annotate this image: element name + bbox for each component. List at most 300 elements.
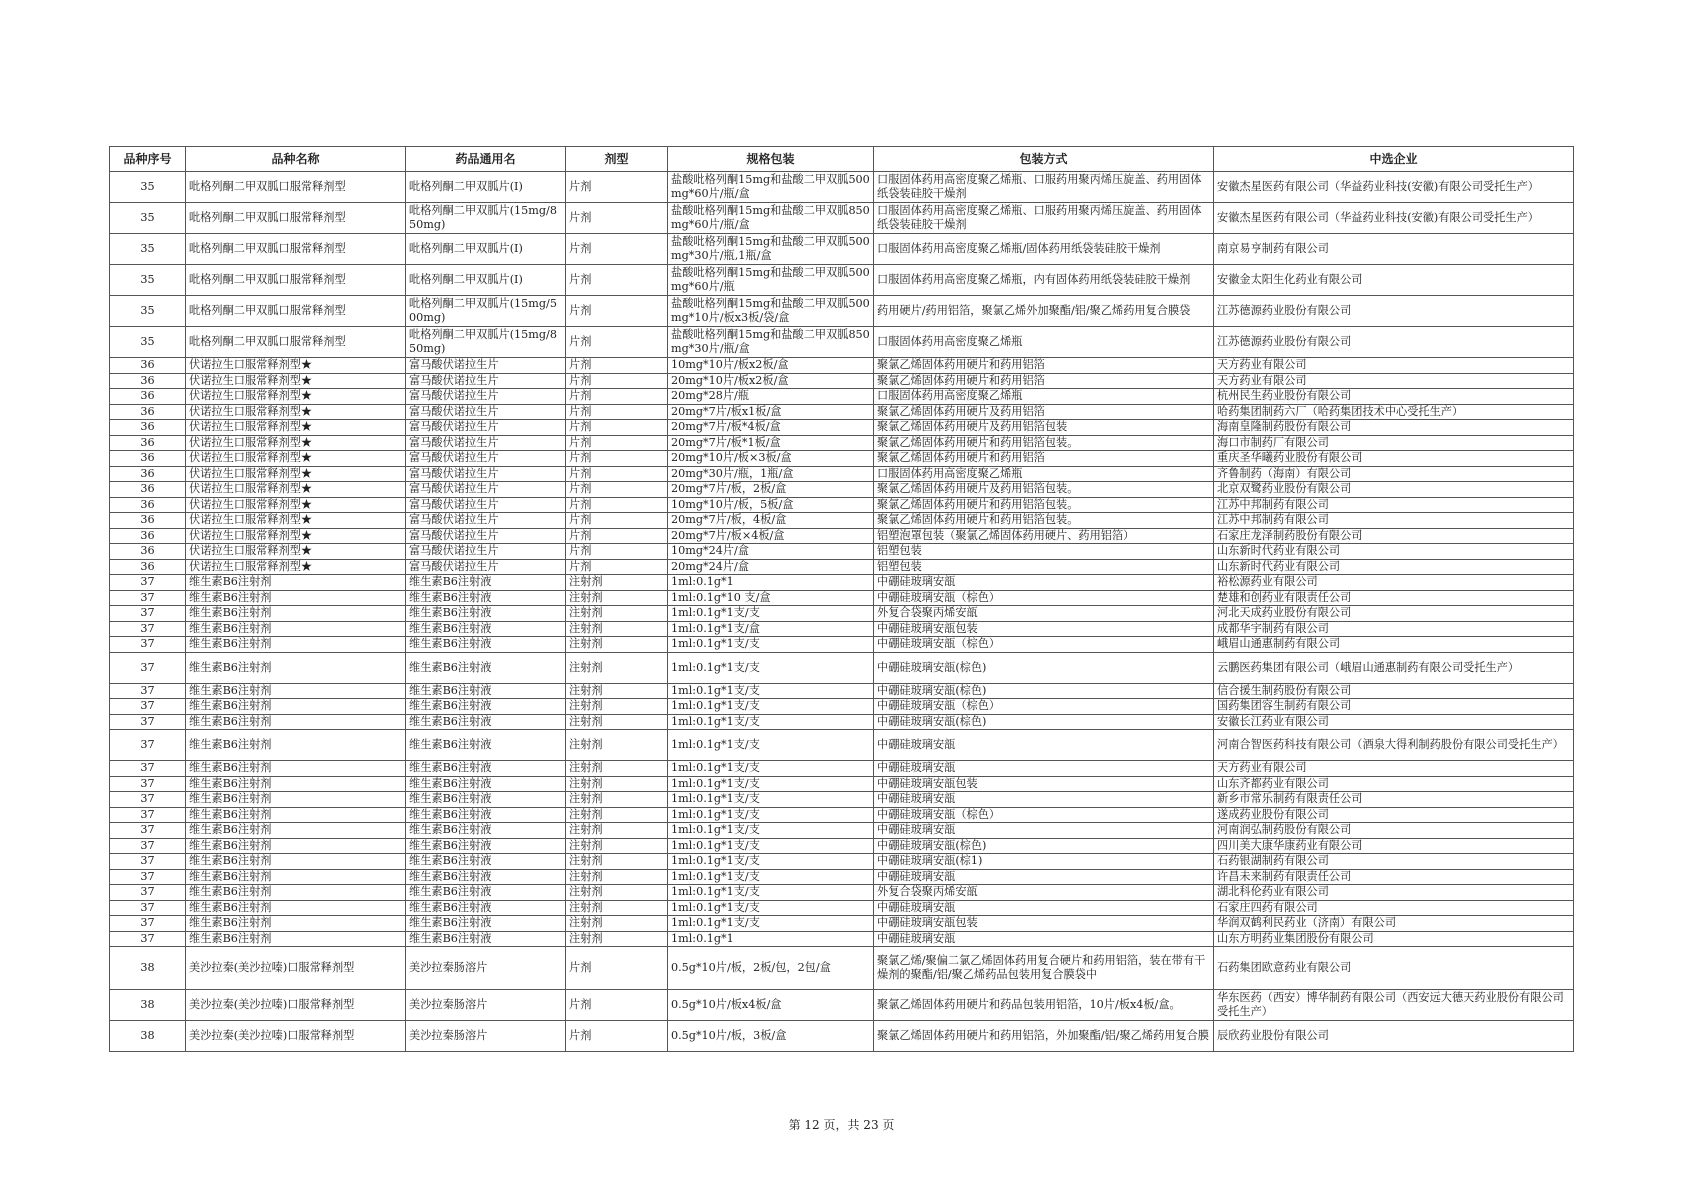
cell-spec-packaging: 1ml:0.1g*1支/支	[668, 900, 874, 916]
cell-selected-company: 江苏德源药业股份有限公司	[1214, 296, 1574, 327]
cell-spec-packaging: 1ml:0.1g*1支/支	[668, 854, 874, 870]
table-body	[110, 172, 1574, 1052]
cell-generic-name: 维生素B6注射液	[406, 838, 566, 854]
cell-selected-company: 石药银湖制药有限公司	[1214, 854, 1574, 870]
cell-spec-packaging: 20mg*7片/板，4板/盒	[668, 513, 874, 529]
cell-selected-company: 山东新时代药业有限公司	[1214, 544, 1574, 560]
cell-generic-name: 吡格列酮二甲双胍片(15mg/500mg)	[406, 296, 566, 327]
cell-variety-no: 37	[110, 807, 186, 823]
cell-packaging-method: 中硼硅玻璃安瓿（棕色）	[874, 699, 1214, 715]
cell-generic-name: 维生素B6注射液	[406, 637, 566, 653]
cell-selected-company: 楚雄和创药业有限责任公司	[1214, 590, 1574, 606]
cell-packaging-method: 中硼硅玻璃安瓿	[874, 575, 1214, 591]
cell-selected-company: 安徽金太阳生化药业有限公司	[1214, 265, 1574, 296]
cell-variety-no: 37	[110, 823, 186, 839]
cell-spec-packaging: 1ml:0.1g*1支/支	[668, 637, 874, 653]
table-row	[110, 451, 1574, 467]
cell-selected-company: 安徽杰星医药有限公司（华益药业科技(安徽)有限公司受托生产）	[1214, 172, 1574, 203]
header-selected-company: 中选企业	[1214, 147, 1574, 172]
cell-generic-name: 美沙拉秦肠溶片	[406, 1021, 566, 1052]
cell-variety-name: 维生素B6注射剂	[186, 714, 406, 730]
cell-selected-company: 云鹏医药集团有限公司（峨眉山通惠制药有限公司受托生产）	[1214, 652, 1574, 683]
cell-dosage-form: 片剂	[566, 234, 668, 265]
cell-generic-name: 维生素B6注射液	[406, 854, 566, 870]
cell-packaging-method: 聚氯乙烯固体药用硬片及药用铝箔包装。	[874, 482, 1214, 498]
cell-dosage-form: 注射剂	[566, 621, 668, 637]
cell-dosage-form: 注射剂	[566, 776, 668, 792]
cell-packaging-method: 中硼硅玻璃安瓿	[874, 931, 1214, 947]
cell-variety-no: 36	[110, 358, 186, 374]
cell-variety-no: 37	[110, 637, 186, 653]
cell-variety-no: 37	[110, 730, 186, 761]
cell-variety-name: 吡格列酮二甲双胍口服常释剂型	[186, 327, 406, 358]
cell-variety-no: 35	[110, 265, 186, 296]
cell-dosage-form: 注射剂	[566, 637, 668, 653]
cell-variety-no: 38	[110, 990, 186, 1021]
header-spec-packaging: 规格包装	[668, 147, 874, 172]
cell-spec-packaging: 盐酸吡格列酮15mg和盐酸二甲双胍500mg*60片/瓶	[668, 265, 874, 296]
table-row	[110, 776, 1574, 792]
cell-packaging-method: 口服固体药用高密度聚乙烯瓶	[874, 389, 1214, 405]
table-row	[110, 575, 1574, 591]
cell-generic-name: 维生素B6注射液	[406, 931, 566, 947]
cell-generic-name: 富马酸伏诺拉生片	[406, 420, 566, 436]
cell-packaging-method: 中硼硅玻璃安瓿	[874, 823, 1214, 839]
cell-spec-packaging: 10mg*10片/板x2板/盒	[668, 358, 874, 374]
cell-variety-no: 37	[110, 761, 186, 777]
cell-variety-name: 维生素B6注射剂	[186, 869, 406, 885]
cell-dosage-form: 注射剂	[566, 575, 668, 591]
cell-selected-company: 哈药集团制药六厂（哈药集团技术中心受托生产）	[1214, 404, 1574, 420]
cell-dosage-form: 注射剂	[566, 823, 668, 839]
cell-generic-name: 富马酸伏诺拉生片	[406, 404, 566, 420]
cell-variety-no: 37	[110, 699, 186, 715]
cell-packaging-method: 聚氯乙烯固体药用硬片和药品包装用铝箔，10片/板x4板/盒。	[874, 990, 1214, 1021]
cell-variety-name: 伏诺拉生口服常释剂型★	[186, 513, 406, 529]
cell-variety-name: 维生素B6注射剂	[186, 885, 406, 901]
cell-variety-no: 37	[110, 885, 186, 901]
cell-spec-packaging: 20mg*28片/瓶	[668, 389, 874, 405]
cell-generic-name: 富马酸伏诺拉生片	[406, 528, 566, 544]
cell-packaging-method: 聚氯乙烯固体药用硬片和药用铝箔包装。	[874, 513, 1214, 529]
cell-variety-name: 伏诺拉生口服常释剂型★	[186, 559, 406, 575]
cell-spec-packaging: 1ml:0.1g*1支/支	[668, 807, 874, 823]
cell-selected-company: 石家庄四药有限公司	[1214, 900, 1574, 916]
cell-dosage-form: 注射剂	[566, 838, 668, 854]
cell-generic-name: 维生素B6注射液	[406, 869, 566, 885]
cell-generic-name: 维生素B6注射液	[406, 792, 566, 808]
procurement-table	[109, 146, 1574, 1052]
table-row	[110, 699, 1574, 715]
cell-packaging-method: 口服固体药用高密度聚乙烯瓶	[874, 466, 1214, 482]
cell-variety-no: 37	[110, 714, 186, 730]
table-row	[110, 373, 1574, 389]
cell-packaging-method: 口服固体药用高密度聚乙烯瓶，内有固体药用纸袋装硅胶干燥剂	[874, 265, 1214, 296]
cell-variety-no: 37	[110, 776, 186, 792]
cell-dosage-form: 注射剂	[566, 699, 668, 715]
cell-generic-name: 美沙拉秦肠溶片	[406, 990, 566, 1021]
cell-dosage-form: 片剂	[566, 420, 668, 436]
cell-generic-name: 富马酸伏诺拉生片	[406, 466, 566, 482]
cell-variety-name: 伏诺拉生口服常释剂型★	[186, 451, 406, 467]
page-number: 第 12 页，共 23 页	[788, 1118, 895, 1132]
cell-packaging-method: 中硼硅玻璃安瓿(棕色)	[874, 652, 1214, 683]
cell-spec-packaging: 1ml:0.1g*1	[668, 575, 874, 591]
table-row	[110, 621, 1574, 637]
cell-variety-name: 维生素B6注射剂	[186, 900, 406, 916]
cell-generic-name: 富马酸伏诺拉生片	[406, 373, 566, 389]
cell-spec-packaging: 20mg*7片/板x1板/盒	[668, 404, 874, 420]
cell-dosage-form: 片剂	[566, 327, 668, 358]
cell-generic-name: 维生素B6注射液	[406, 807, 566, 823]
cell-selected-company: 北京双鹭药业股份有限公司	[1214, 482, 1574, 498]
cell-packaging-method: 中硼硅玻璃安瓿（棕色）	[874, 637, 1214, 653]
cell-variety-name: 维生素B6注射剂	[186, 931, 406, 947]
cell-spec-packaging: 20mg*7片/板，2板/盒	[668, 482, 874, 498]
cell-variety-name: 维生素B6注射剂	[186, 683, 406, 699]
cell-selected-company: 石家庄龙泽制药股份有限公司	[1214, 528, 1574, 544]
cell-variety-no: 38	[110, 1021, 186, 1052]
table-row	[110, 389, 1574, 405]
cell-variety-name: 伏诺拉生口服常释剂型★	[186, 482, 406, 498]
cell-variety-no: 36	[110, 559, 186, 575]
cell-spec-packaging: 1ml:0.1g*1支/支	[668, 776, 874, 792]
cell-generic-name: 维生素B6注射液	[406, 575, 566, 591]
cell-variety-no: 36	[110, 482, 186, 498]
cell-variety-name: 维生素B6注射剂	[186, 590, 406, 606]
cell-generic-name: 维生素B6注射液	[406, 900, 566, 916]
cell-packaging-method: 中硼硅玻璃安瓿(棕色)	[874, 714, 1214, 730]
table-row	[110, 203, 1574, 234]
cell-packaging-method: 中硼硅玻璃安瓿（棕色）	[874, 807, 1214, 823]
cell-spec-packaging: 盐酸吡格列酮15mg和盐酸二甲双胍850mg*30片/瓶/盒	[668, 327, 874, 358]
cell-generic-name: 富马酸伏诺拉生片	[406, 544, 566, 560]
cell-variety-no: 38	[110, 947, 186, 990]
cell-packaging-method: 中硼硅玻璃安瓿	[874, 730, 1214, 761]
cell-variety-no: 35	[110, 203, 186, 234]
cell-variety-name: 维生素B6注射剂	[186, 575, 406, 591]
cell-selected-company: 成都华宇制药有限公司	[1214, 621, 1574, 637]
table-row	[110, 854, 1574, 870]
cell-variety-name: 维生素B6注射剂	[186, 916, 406, 932]
cell-spec-packaging: 盐酸吡格列酮15mg和盐酸二甲双胍500mg*10片/板x3板/袋/盒	[668, 296, 874, 327]
table-row	[110, 761, 1574, 777]
cell-dosage-form: 片剂	[566, 513, 668, 529]
cell-generic-name: 维生素B6注射液	[406, 885, 566, 901]
cell-variety-name: 伏诺拉生口服常释剂型★	[186, 497, 406, 513]
cell-selected-company: 山东方明药业集团股份有限公司	[1214, 931, 1574, 947]
cell-dosage-form: 注射剂	[566, 916, 668, 932]
cell-variety-name: 维生素B6注射剂	[186, 761, 406, 777]
cell-variety-name: 维生素B6注射剂	[186, 807, 406, 823]
cell-packaging-method: 聚氯乙烯固体药用硬片及药用铝箔包装	[874, 420, 1214, 436]
cell-selected-company: 华润双鹤利民药业（济南）有限公司	[1214, 916, 1574, 932]
header-variety-no: 品种序号	[110, 147, 186, 172]
cell-packaging-method: 铝塑泡罩包装（聚氯乙烯固体药用硬片、药用铝箔）	[874, 528, 1214, 544]
table-row	[110, 404, 1574, 420]
cell-packaging-method: 聚氯乙烯固体药用硬片和药用铝箔	[874, 451, 1214, 467]
cell-dosage-form: 注射剂	[566, 590, 668, 606]
cell-selected-company: 河南润弘制药股份有限公司	[1214, 823, 1574, 839]
cell-variety-no: 36	[110, 373, 186, 389]
cell-spec-packaging: 20mg*10片/板x2板/盒	[668, 373, 874, 389]
table-header-row	[110, 147, 1574, 172]
header-dosage-form: 剂型	[566, 147, 668, 172]
cell-dosage-form: 片剂	[566, 466, 668, 482]
cell-selected-company: 安徽长江药业有限公司	[1214, 714, 1574, 730]
cell-generic-name: 富马酸伏诺拉生片	[406, 358, 566, 374]
cell-dosage-form: 注射剂	[566, 900, 668, 916]
cell-packaging-method: 中硼硅玻璃安瓿包装	[874, 621, 1214, 637]
table-row	[110, 513, 1574, 529]
cell-variety-name: 维生素B6注射剂	[186, 637, 406, 653]
table-row	[110, 714, 1574, 730]
cell-packaging-method: 中硼硅玻璃安瓿(棕1)	[874, 854, 1214, 870]
cell-packaging-method: 中硼硅玻璃安瓿	[874, 900, 1214, 916]
cell-variety-no: 36	[110, 435, 186, 451]
cell-variety-no: 36	[110, 528, 186, 544]
cell-packaging-method: 聚氯乙烯/聚偏二氯乙烯固体药用复合硬片和药用铝箔，装在带有干燥剂的聚酯/铝/聚乙烯药品包装用复合膜袋中	[874, 947, 1214, 990]
cell-variety-no: 35	[110, 234, 186, 265]
cell-selected-company: 山东齐都药业有限公司	[1214, 776, 1574, 792]
cell-variety-name: 吡格列酮二甲双胍口服常释剂型	[186, 296, 406, 327]
table-row	[110, 869, 1574, 885]
cell-variety-no: 36	[110, 451, 186, 467]
cell-packaging-method: 外复合袋聚丙烯安瓿	[874, 885, 1214, 901]
cell-variety-name: 伏诺拉生口服常释剂型★	[186, 466, 406, 482]
cell-spec-packaging: 1ml:0.1g*1	[668, 931, 874, 947]
table-row	[110, 652, 1574, 683]
cell-variety-no: 37	[110, 869, 186, 885]
cell-spec-packaging: 10mg*10片/板，5板/盒	[668, 497, 874, 513]
cell-variety-name: 伏诺拉生口服常释剂型★	[186, 435, 406, 451]
cell-selected-company: 安徽杰星医药有限公司（华益药业科技(安徽)有限公司受托生产）	[1214, 203, 1574, 234]
cell-selected-company: 新乡市常乐制药有限责任公司	[1214, 792, 1574, 808]
cell-dosage-form: 注射剂	[566, 931, 668, 947]
table-row	[110, 466, 1574, 482]
cell-variety-name: 维生素B6注射剂	[186, 823, 406, 839]
cell-spec-packaging: 1ml:0.1g*1支/支	[668, 869, 874, 885]
cell-dosage-form: 注射剂	[566, 606, 668, 622]
cell-dosage-form: 注射剂	[566, 854, 668, 870]
cell-packaging-method: 药用硬片/药用铝箔，聚氯乙烯外加聚酯/铝/聚乙烯药用复合膜袋	[874, 296, 1214, 327]
cell-packaging-method: 中硼硅玻璃安瓿	[874, 761, 1214, 777]
cell-selected-company: 河南合智医药科技有限公司（酒泉大得利制药股份有限公司受托生产）	[1214, 730, 1574, 761]
cell-selected-company: 信合援生制药股份有限公司	[1214, 683, 1574, 699]
cell-packaging-method: 聚氯乙烯固体药用硬片和药用铝箔包装。	[874, 435, 1214, 451]
cell-variety-no: 37	[110, 590, 186, 606]
cell-generic-name: 吡格列酮二甲双胍片(15mg/850mg)	[406, 203, 566, 234]
cell-packaging-method: 聚氯乙烯固体药用硬片和药用铝箔包装。	[874, 497, 1214, 513]
cell-variety-name: 伏诺拉生口服常释剂型★	[186, 420, 406, 436]
cell-dosage-form: 片剂	[566, 544, 668, 560]
cell-dosage-form: 注射剂	[566, 807, 668, 823]
table-row	[110, 1021, 1574, 1052]
cell-variety-name: 美沙拉秦(美沙拉嗪)口服常释剂型	[186, 990, 406, 1021]
cell-dosage-form: 注射剂	[566, 730, 668, 761]
cell-dosage-form: 片剂	[566, 296, 668, 327]
table-row	[110, 234, 1574, 265]
cell-packaging-method: 聚氯乙烯固体药用硬片和药用铝箔，外加聚酯/铝/聚乙烯药用复合膜	[874, 1021, 1214, 1052]
cell-spec-packaging: 1ml:0.1g*1支/支	[668, 792, 874, 808]
cell-selected-company: 辰欣药业股份有限公司	[1214, 1021, 1574, 1052]
cell-variety-name: 维生素B6注射剂	[186, 652, 406, 683]
cell-generic-name: 维生素B6注射液	[406, 761, 566, 777]
cell-selected-company: 海南皇隆制药股份有限公司	[1214, 420, 1574, 436]
cell-selected-company: 杭州民生药业股份有限公司	[1214, 389, 1574, 405]
cell-variety-name: 吡格列酮二甲双胍口服常释剂型	[186, 172, 406, 203]
cell-packaging-method: 中硼硅玻璃安瓿	[874, 869, 1214, 885]
cell-selected-company: 齐鲁制药（海南）有限公司	[1214, 466, 1574, 482]
cell-generic-name: 富马酸伏诺拉生片	[406, 482, 566, 498]
table-row	[110, 296, 1574, 327]
table-row	[110, 482, 1574, 498]
cell-spec-packaging: 20mg*7片/板*4板/盒	[668, 420, 874, 436]
cell-variety-name: 吡格列酮二甲双胍口服常释剂型	[186, 265, 406, 296]
cell-variety-name: 伏诺拉生口服常释剂型★	[186, 358, 406, 374]
cell-dosage-form: 片剂	[566, 389, 668, 405]
cell-spec-packaging: 20mg*7片/板*1板/盒	[668, 435, 874, 451]
cell-generic-name: 吡格列酮二甲双胍片(Ⅰ)	[406, 172, 566, 203]
cell-selected-company: 山东新时代药业有限公司	[1214, 559, 1574, 575]
cell-generic-name: 维生素B6注射液	[406, 683, 566, 699]
cell-dosage-form: 片剂	[566, 1021, 668, 1052]
table-row	[110, 730, 1574, 761]
table-row	[110, 606, 1574, 622]
cell-dosage-form: 注射剂	[566, 714, 668, 730]
table-row	[110, 265, 1574, 296]
cell-spec-packaging: 20mg*24片/盒	[668, 559, 874, 575]
cell-selected-company: 裕松源药业有限公司	[1214, 575, 1574, 591]
cell-generic-name: 维生素B6注射液	[406, 590, 566, 606]
cell-variety-name: 伏诺拉生口服常释剂型★	[186, 528, 406, 544]
cell-variety-no: 37	[110, 931, 186, 947]
cell-generic-name: 维生素B6注射液	[406, 823, 566, 839]
cell-variety-no: 37	[110, 916, 186, 932]
cell-variety-no: 35	[110, 327, 186, 358]
table-row	[110, 497, 1574, 513]
cell-variety-name: 维生素B6注射剂	[186, 699, 406, 715]
table-row	[110, 358, 1574, 374]
cell-spec-packaging: 1ml:0.1g*1支/支	[668, 699, 874, 715]
cell-dosage-form: 片剂	[566, 358, 668, 374]
cell-packaging-method: 外复合袋聚丙烯安瓿	[874, 606, 1214, 622]
cell-dosage-form: 片剂	[566, 203, 668, 234]
cell-generic-name: 吡格列酮二甲双胍片(15mg/850mg)	[406, 327, 566, 358]
cell-selected-company: 重庆圣华曦药业股份有限公司	[1214, 451, 1574, 467]
cell-variety-name: 维生素B6注射剂	[186, 838, 406, 854]
cell-generic-name: 富马酸伏诺拉生片	[406, 559, 566, 575]
cell-generic-name: 维生素B6注射液	[406, 621, 566, 637]
cell-variety-no: 37	[110, 606, 186, 622]
table-row	[110, 792, 1574, 808]
cell-spec-packaging: 0.5g*10片/板，3板/盒	[668, 1021, 874, 1052]
cell-selected-company: 峨眉山通惠制药有限公司	[1214, 637, 1574, 653]
cell-variety-name: 美沙拉秦(美沙拉嗪)口服常释剂型	[186, 947, 406, 990]
header-variety-name: 品种名称	[186, 147, 406, 172]
cell-selected-company: 湖北科伦药业有限公司	[1214, 885, 1574, 901]
cell-variety-no: 37	[110, 621, 186, 637]
cell-spec-packaging: 1ml:0.1g*1支/支	[668, 761, 874, 777]
cell-variety-name: 维生素B6注射剂	[186, 776, 406, 792]
cell-generic-name: 维生素B6注射液	[406, 714, 566, 730]
table-row	[110, 559, 1574, 575]
cell-selected-company: 石药集团欧意药业有限公司	[1214, 947, 1574, 990]
cell-spec-packaging: 20mg*7片/板×4板/盒	[668, 528, 874, 544]
cell-generic-name: 富马酸伏诺拉生片	[406, 451, 566, 467]
cell-spec-packaging: 1ml:0.1g*1支/支	[668, 606, 874, 622]
cell-dosage-form: 片剂	[566, 559, 668, 575]
cell-generic-name: 吡格列酮二甲双胍片(Ⅰ)	[406, 234, 566, 265]
cell-dosage-form: 片剂	[566, 451, 668, 467]
cell-generic-name: 富马酸伏诺拉生片	[406, 497, 566, 513]
cell-dosage-form: 片剂	[566, 528, 668, 544]
cell-variety-no: 36	[110, 544, 186, 560]
header-packaging-method: 包装方式	[874, 147, 1214, 172]
cell-variety-no: 37	[110, 652, 186, 683]
cell-variety-no: 37	[110, 838, 186, 854]
cell-packaging-method: 中硼硅玻璃安瓿(棕色)	[874, 683, 1214, 699]
cell-packaging-method: 口服固体药用高密度聚乙烯瓶、口服药用聚丙烯压旋盖、药用固体纸袋装硅胶干燥剂	[874, 203, 1214, 234]
cell-dosage-form: 片剂	[566, 947, 668, 990]
cell-dosage-form: 片剂	[566, 497, 668, 513]
cell-dosage-form: 注射剂	[566, 792, 668, 808]
table-row	[110, 823, 1574, 839]
cell-dosage-form: 片剂	[566, 265, 668, 296]
cell-dosage-form: 注射剂	[566, 761, 668, 777]
cell-spec-packaging: 0.5g*10片/板，2板/包，2包/盒	[668, 947, 874, 990]
cell-variety-name: 维生素B6注射剂	[186, 792, 406, 808]
cell-spec-packaging: 1ml:0.1g*1支/支	[668, 885, 874, 901]
cell-generic-name: 维生素B6注射液	[406, 606, 566, 622]
cell-variety-no: 37	[110, 575, 186, 591]
cell-packaging-method: 中硼硅玻璃安瓿	[874, 792, 1214, 808]
table-row	[110, 916, 1574, 932]
table-row	[110, 528, 1574, 544]
cell-variety-name: 维生素B6注射剂	[186, 854, 406, 870]
cell-variety-no: 36	[110, 404, 186, 420]
cell-dosage-form: 注射剂	[566, 683, 668, 699]
cell-selected-company: 河北天成药业股份有限公司	[1214, 606, 1574, 622]
cell-packaging-method: 聚氯乙烯固体药用硬片和药用铝箔	[874, 373, 1214, 389]
cell-dosage-form: 片剂	[566, 172, 668, 203]
cell-variety-name: 伏诺拉生口服常释剂型★	[186, 404, 406, 420]
table-row	[110, 435, 1574, 451]
table-row	[110, 172, 1574, 203]
cell-spec-packaging: 盐酸吡格列酮15mg和盐酸二甲双胍500mg*60片/瓶/盒	[668, 172, 874, 203]
cell-spec-packaging: 盐酸吡格列酮15mg和盐酸二甲双胍500mg*30片/瓶,1瓶/盒	[668, 234, 874, 265]
cell-dosage-form: 注射剂	[566, 652, 668, 683]
cell-packaging-method: 口服固体药用高密度聚乙烯瓶/固体药用纸袋装硅胶干燥剂	[874, 234, 1214, 265]
cell-variety-name: 吡格列酮二甲双胍口服常释剂型	[186, 203, 406, 234]
cell-variety-no: 36	[110, 497, 186, 513]
cell-generic-name: 维生素B6注射液	[406, 699, 566, 715]
cell-packaging-method: 中硼硅玻璃安瓿包装	[874, 916, 1214, 932]
cell-spec-packaging: 20mg*10片/板×3板/盒	[668, 451, 874, 467]
cell-selected-company: 天方药业有限公司	[1214, 358, 1574, 374]
cell-variety-name: 美沙拉秦(美沙拉嗪)口服常释剂型	[186, 1021, 406, 1052]
cell-packaging-method: 中硼硅玻璃安瓿（棕色）	[874, 590, 1214, 606]
cell-dosage-form: 片剂	[566, 373, 668, 389]
cell-variety-name: 伏诺拉生口服常释剂型★	[186, 389, 406, 405]
cell-variety-no: 36	[110, 466, 186, 482]
cell-variety-no: 37	[110, 854, 186, 870]
cell-generic-name: 富马酸伏诺拉生片	[406, 513, 566, 529]
cell-selected-company: 江苏中邦制药有限公司	[1214, 497, 1574, 513]
cell-generic-name: 富马酸伏诺拉生片	[406, 389, 566, 405]
cell-selected-company: 江苏德源药业股份有限公司	[1214, 327, 1574, 358]
cell-packaging-method: 口服固体药用高密度聚乙烯瓶、口服药用聚丙烯压旋盖、药用固体纸袋装硅胶干燥剂	[874, 172, 1214, 203]
